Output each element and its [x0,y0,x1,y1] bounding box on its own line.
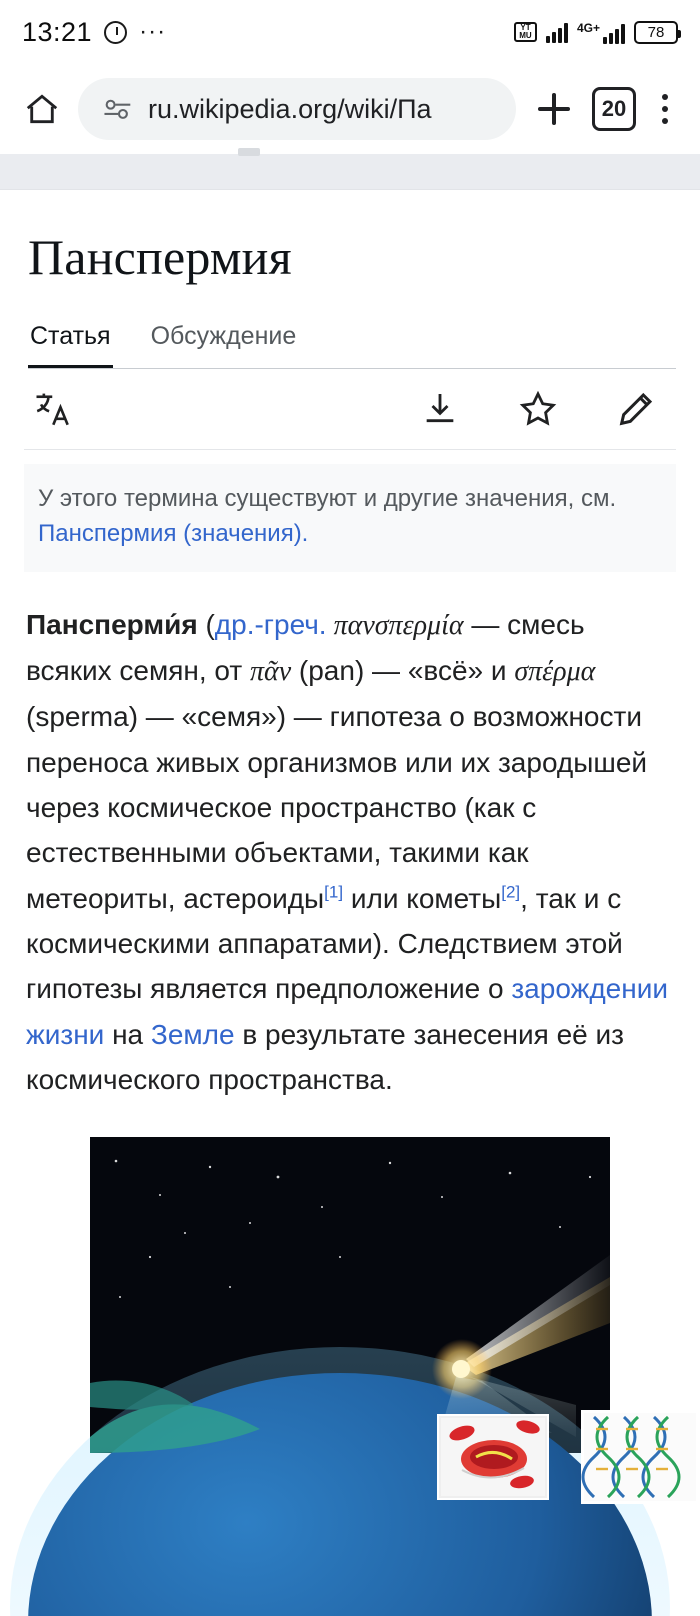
lead-seg-4: или кометы [343,882,502,914]
article-toolbar-right [418,387,658,431]
signal-bars-icon-1 [546,21,568,43]
status-bar-right [514,21,678,44]
status-bar [0,0,700,64]
network-type-label: 4G+ [576,20,600,35]
page-title: Панспермия [28,229,292,285]
plus-icon[interactable] [530,85,578,133]
tab-count-label: 20 [601,96,627,121]
browser-toolbar [0,64,700,154]
comet-carrying-bacteria-illustration[interactable] [90,1137,610,1453]
lead-seg-5: , так и с космическими аппаратами). Следствием этой гипотезы является предположение о [26,882,623,1005]
link-earth[interactable]: Земле [150,1018,235,1050]
clock-icon [104,21,127,44]
article-figure [90,1137,610,1538]
reference-2[interactable] [501,882,520,901]
reference-1-link[interactable]: [1] [324,882,344,902]
mobile-data-icon [577,21,625,44]
lead-seg-6: на [104,1018,151,1050]
tab-discussion[interactable]: Обсуждение [150,322,297,350]
lead-seg-1: — смесь всяких семян, от [26,608,585,686]
pencil-icon[interactable] [614,387,658,431]
reference-1[interactable] [324,882,343,901]
article-tabs [28,322,676,369]
language-translate-icon[interactable] [32,387,76,431]
lead-paren-open: ( [197,608,215,640]
hatnote-text: У этого термина существуют и другие значения, см. [38,485,617,512]
tab-switcher-button[interactable] [592,87,636,131]
greek-term-3: σπέρμα [514,655,596,687]
etymology-link[interactable]: др.-греч. [214,608,327,640]
lead-seg-2: (pan) — «всё» и [291,654,515,686]
more-dots-icon: ··· [139,18,167,45]
link-origin-of-life[interactable]: зарождении жизни [26,973,668,1050]
hatnote [24,464,676,572]
site-settings-icon[interactable] [102,96,134,122]
yt-badge-top: YT [520,23,531,32]
home-icon[interactable] [20,87,64,131]
status-bar-left [22,17,166,48]
url-text[interactable]: ru.wikipedia.org/wiki/Па [148,93,432,124]
page-viewport[interactable] [0,154,700,1538]
lead-seg-3: (sperma) — «семя») — гипотеза о возможности переноса живых организмов или их зародышей через космическое пространство (как с естественными объектами, такими как метеориты, астероиды [26,701,648,914]
hatnote-link[interactable]: Панспермия (значения). [38,519,309,547]
kebab-menu-icon[interactable] [650,86,680,132]
address-bar[interactable] [78,78,516,140]
page-top-strip [0,154,700,190]
greek-term-2: πᾶν [249,655,292,687]
lead-term: Пансперми́я [26,608,198,640]
lead-paragraph [26,602,674,1103]
reference-2-link[interactable]: [2] [501,882,521,902]
yt-badge-bottom: MU [519,31,532,40]
star-icon[interactable] [516,387,560,431]
article-toolbar [24,369,676,450]
status-clock: 13:21 [22,16,93,47]
youtube-music-icon [514,22,537,42]
download-icon[interactable] [418,387,462,431]
battery-level-label: 78 [647,23,665,41]
signal-bars-icon-2 [603,22,625,44]
battery-icon [634,21,678,44]
greek-term-1: πανσπερμία [326,609,464,641]
tab-article[interactable]: Статья [28,322,113,368]
lead-seg-7: в результате занесения её из космического пространства. [26,1018,624,1096]
article-body [0,228,700,1538]
